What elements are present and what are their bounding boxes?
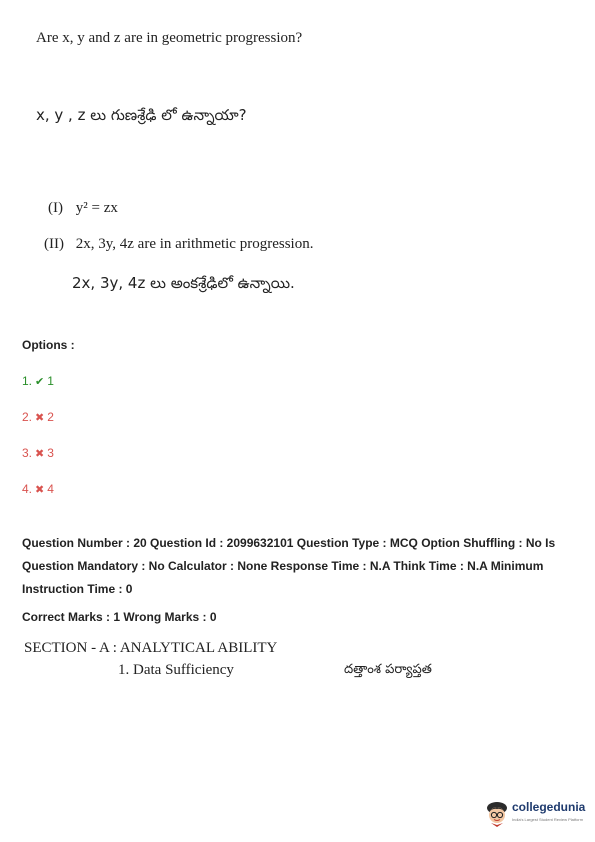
subsection-title: 1. Data Sufficiency — [118, 662, 234, 678]
statement-2 — [44, 236, 313, 253]
subsection-title-telugu: దత్తాంశ పర్యాప్తత — [344, 662, 432, 677]
option-2-number: 2. — [22, 410, 33, 424]
option-1-value: 1 — [47, 374, 54, 388]
statement-2-number: (II) — [44, 236, 64, 252]
option-1[interactable] — [22, 374, 54, 388]
statement-1-text: y² = zx — [75, 200, 118, 216]
option-3[interactable] — [22, 446, 54, 460]
question-meta: Question Number : 20 Question Id : 2099632101 Question Type : MCQ Option Shuffling : No Is Question Mandatory : No Calculator : None Response Time : N.A Think Time : N.A Minimum Instruction Time : 0 — [22, 536, 556, 596]
brand-watermark — [484, 796, 584, 832]
brand-tagline: India's Largest Student Review Platform — [512, 817, 584, 822]
section-title: SECTION - A : ANALYTICAL ABILITY — [24, 640, 278, 656]
cross-icon: ✖ — [35, 484, 45, 496]
statement-1-number: (I) — [48, 200, 63, 216]
cross-icon: ✖ — [35, 448, 45, 460]
question-title-telugu: x, y , z లు గుణశ్రేఢి లో ఉన్నాయా? — [36, 106, 247, 124]
marks-meta: Correct Marks : 1 Wrong Marks : 0 — [22, 610, 217, 624]
option-3-value: 3 — [47, 446, 54, 460]
option-3-number: 3. — [22, 446, 33, 460]
check-icon: ✔ — [35, 376, 45, 388]
statement-1 — [48, 200, 118, 217]
option-4-number: 4. — [22, 482, 33, 496]
option-2-value: 2 — [47, 410, 54, 424]
brand-logo-icon — [484, 798, 510, 828]
option-4[interactable] — [22, 482, 54, 496]
options-label: Options : — [22, 338, 75, 352]
option-4-value: 4 — [47, 482, 54, 496]
statement-2-text: 2x, 3y, 4z are in arithmetic progression. — [75, 236, 314, 252]
brand-name: collegedunia — [512, 800, 586, 814]
section-header — [24, 640, 524, 678]
cross-icon: ✖ — [35, 412, 45, 424]
statement-2-text-telugu: 2x, 3y, 4z లు అంకశ్రేఢిలో ఉన్నాయి. — [72, 274, 295, 292]
option-1-number: 1. — [22, 374, 33, 388]
question-title: Are x, y and z are in geometric progression? — [36, 30, 303, 46]
option-2[interactable] — [22, 410, 54, 424]
